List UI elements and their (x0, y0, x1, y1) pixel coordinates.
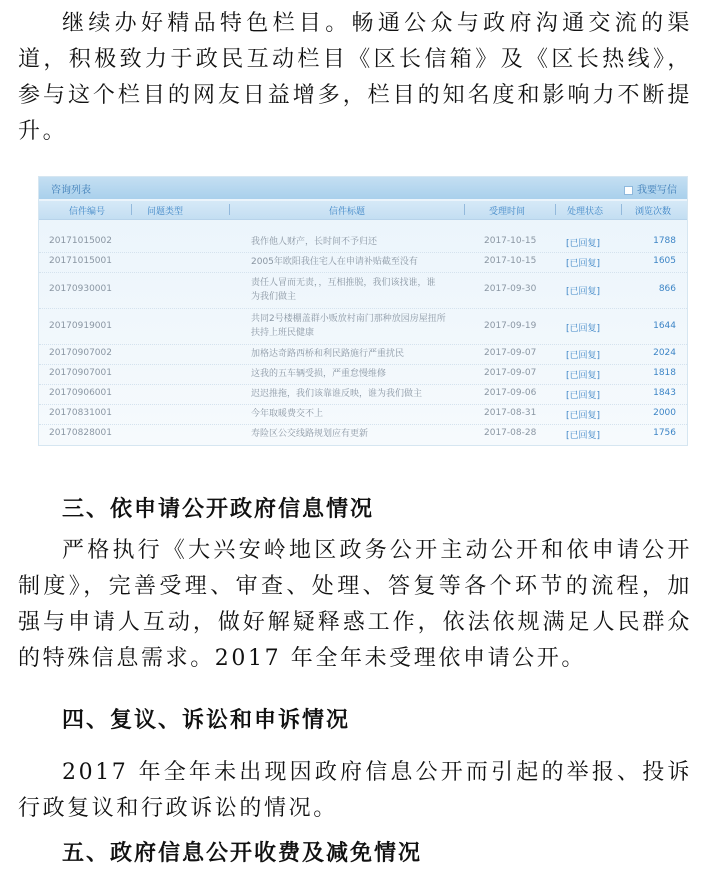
row-subject: 2005年欧阳我住宅人在申请补贴截至没有 (251, 257, 418, 267)
row-subject: 责任人冒而无责，，互相推脱，我们该找谁，谁为我们做主 (251, 278, 436, 302)
row-id: 20170919001 (49, 321, 112, 331)
row-id: 20170907001 (49, 368, 112, 378)
header-separator (229, 204, 230, 215)
row-id: 20170907002 (49, 348, 112, 358)
row-subject: 加格达奇路西桥和利民路施行严重扰民 (251, 349, 405, 359)
row-subject: 今年取暖费交不上 (251, 409, 324, 419)
row-views: 1843 (653, 388, 676, 398)
table-row (39, 308, 687, 345)
row-status: [已回复] (566, 351, 601, 361)
table-title-bar (39, 177, 687, 199)
header-id: 信件编号 (69, 207, 106, 217)
row-views: 1644 (653, 321, 676, 331)
table-row (39, 272, 687, 309)
header-status: 处理状态 (567, 207, 604, 217)
row-date: 2017-09-06 (484, 388, 537, 398)
write-letter-label: 我要写信 (637, 185, 677, 196)
row-views: 1756 (653, 428, 676, 438)
row-date: 2017-08-31 (484, 408, 537, 418)
row-views: 2000 (653, 408, 676, 418)
row-status: [已回复] (566, 324, 601, 334)
row-subject: 我作他人财产，长时间不予归还 (251, 237, 378, 247)
row-id: 20171015001 (49, 256, 112, 266)
row-subject: 寿险区公交线路规划应有更新 (251, 429, 369, 439)
row-status: [已回复] (566, 287, 601, 297)
write-letter-link (624, 181, 677, 196)
table-row (39, 384, 687, 405)
row-status: [已回复] (566, 259, 601, 269)
row-status: [已回复] (566, 371, 601, 381)
row-status: [已回复] (566, 239, 601, 249)
section-heading-4: 四、复议、诉讼和申诉情况 (62, 708, 351, 733)
section-heading-5: 五、政府信息公开收费及减免情况 (62, 841, 423, 866)
table-row (39, 364, 687, 385)
table-row (39, 344, 687, 365)
embedded-table-screenshot (38, 176, 688, 446)
header-type: 问题类型 (147, 207, 184, 217)
header-separator (621, 204, 622, 215)
paragraph-channel-work: 继续办好精品特色栏目。畅通公众与政府沟通交流的渠道，积极致力于政民互动栏目《区长信箱》及《区长热线》，参与这个栏目的网友日益增多，栏目的知名度和影响力不断提升。 (18, 11, 692, 144)
row-views: 1788 (653, 236, 676, 246)
row-views: 1818 (653, 368, 676, 378)
header-separator (131, 204, 132, 215)
row-views: 1605 (653, 256, 676, 266)
row-date: 2017-09-30 (484, 284, 537, 294)
header-separator (464, 204, 465, 215)
row-date: 2017-09-07 (484, 368, 537, 378)
row-date: 2017-09-19 (484, 321, 537, 331)
row-date: 2017-10-15 (484, 256, 537, 266)
header-subject: 信件标题 (329, 207, 366, 217)
table-row (39, 232, 687, 253)
row-date: 2017-08-28 (484, 428, 537, 438)
row-id: 20170930001 (49, 284, 112, 294)
table-header-row (39, 201, 687, 220)
row-id: 20170831001 (49, 408, 112, 418)
table-title: 咨询列表 (51, 185, 91, 196)
row-views: 866 (658, 284, 676, 294)
row-id: 20170828001 (49, 428, 112, 438)
row-id: 20170906001 (49, 388, 112, 398)
header-date: 受理时间 (489, 207, 526, 217)
header-separator (555, 204, 556, 215)
row-subject: 这我的五车辆受损，严重怠慢维修 (251, 369, 387, 379)
row-status: [已回复] (566, 411, 601, 421)
table-row (39, 404, 687, 425)
row-views: 2024 (653, 348, 676, 358)
paragraph-review-litigation: 2017 年全年未出现因政府信息公开而引起的举报、投诉行政复议和行政诉讼的情况。 (18, 760, 692, 821)
section-heading-3: 三、依申请公开政府信息情况 (62, 497, 375, 522)
row-status: [已回复] (566, 431, 601, 441)
checkbox-icon (624, 186, 633, 195)
row-id: 20171015002 (49, 236, 112, 246)
paragraph-application-disclosure: 严格执行《大兴安岭地区政务公开主动公开和依申请公开制度》，完善受理、审查、处理、答复等各个环节的流程，加强与申请人互动，做好解疑释惑工作，依法依规满足人民群众的特殊信息需求。2017 年全年未受理依申请公开。 (18, 538, 692, 671)
header-views: 浏览次数 (635, 207, 672, 217)
table-row (39, 252, 687, 273)
row-subject: 共同2号楼棚盖群小贩放村南门那种放园房屋扭所扶持上班民健康 (251, 314, 446, 338)
row-subject: 迟迟推拖，我们该靠谁反映，谁为我们做主 (251, 389, 423, 399)
table-row (39, 424, 687, 444)
row-date: 2017-10-15 (484, 236, 537, 246)
row-date: 2017-09-07 (484, 348, 537, 358)
row-status: [已回复] (566, 391, 601, 401)
